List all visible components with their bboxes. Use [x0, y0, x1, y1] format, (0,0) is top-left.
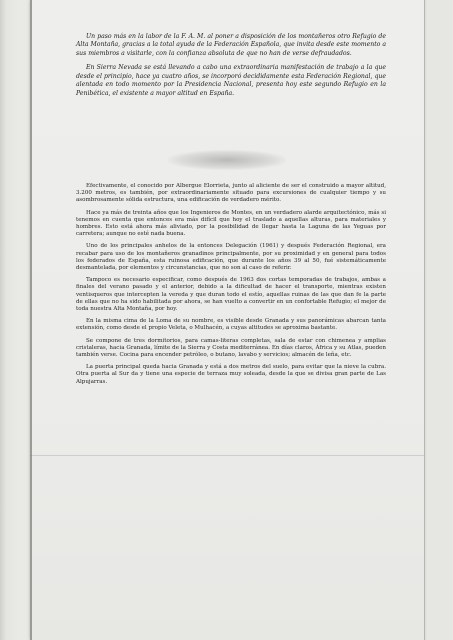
body-paragraph: Uno de los principales anhelos de la entonces Delegación (1961) y después Federación Regional, era recabar para uso de los montañeros granadinos principalmente, por su proximidad y en general para todos los federados de España, esta ruinosa edificación, que durante los años 39 al 50, fué sistemáticamente desmantelada, por elementos y circunstancias, que no son al caso de referir.	[76, 243, 386, 272]
body-section	[76, 183, 386, 391]
intro-paragraph: Un paso más en la labor de la F. A. M. al poner a disposición de los montañeros otro Refugio de Alta Montaña, gracias a la total ayuda de la Federación Española, que invita desde este momento a sus miembros a visitarle, con la confianza absoluta de que no han de verse defraudados.	[76, 33, 386, 57]
paper-fold	[30, 455, 424, 456]
intro-section	[76, 33, 386, 104]
body-paragraph: En la misma cima de la Loma de su nombre, es visible desde Granada y sus panorámicas abarcan tanta extensión, como desde el propio Veleta, o Mulhacén, a cuyas altitudes se aproxima bastante.	[76, 318, 386, 332]
ink-bleed-through	[168, 150, 286, 170]
body-paragraph: Efectivamente, el conocido por Albergue Elorrieta, junto al aliciente de ser el construido a mayor altitud, 3.200 metros, es también, por extraordinariamente situado para excursiones de cualquier tiempo y su asombrosamente sólida estructura, una edificación de verdadero mérito.	[76, 183, 386, 204]
paper-right-edge	[424, 0, 425, 640]
intro-paragraph: En Sierra Nevada se está llevando a cabo una extraordinaria manifestación de trabajo a la que desde el principio, hace ya cuatro años, se incorporó decididamente esta Federación Regional, que alentada en todo momento por la Presidencia Nacional, presenta hoy este segundo Refugio en la Penibética, el existente a mayor altitud en España.	[76, 64, 386, 97]
body-paragraph: La puerta principal queda hacia Granada y está a dos metros del suelo, para evitar que la nieve la cubra. Otra puerta al Sur da y tiene una especie de terraza muy soleada, desde la que se divisa gran parte de Las Alpujarras.	[76, 364, 386, 385]
body-paragraph: Hace ya más de treinta años que los Ingenieros de Montes, en un verdadero alarde arquitectónico, más si tenemos en cuenta que entonces era más difícil que hoy el traslado a aquellas alturas, para materiales y hombres. Esto está ahora más aliviado, por la posibilidad de llegar hasta la Laguna de las Yeguas por carretera; aunque no esté nada buena.	[76, 209, 386, 238]
body-paragraph: Se compone de tres dormitorios, para camas-literas completas, sala de estar con chimenea y amplias cristaleras, hacia Granada, límite de la Sierra y Costa mediterránea. En días claros, África y su Atlas, pueden también verse. Cocina para encender petróleo, o butano, lavabo y servicios; almacén de leña, etc.	[76, 337, 386, 359]
body-paragraph: Tampoco es necesario especificar, como después de 1963 dos cortas temporadas de trabajos, ambas a finales del verano pasado y el anterior, debido a la dificultad de hacer el transporte, mientras existen ventisqueros que intercepten la vereda y que duran todo el estío, aquellas ruinas de las que dan fe la parte de ellas que no ha sido habilitada por ahora, se han vuelto a convertir en un confortable Refugio; el mejor de toda nuestra Alta Montaña, por hoy.	[76, 277, 386, 313]
paper-left-edge	[30, 0, 32, 640]
